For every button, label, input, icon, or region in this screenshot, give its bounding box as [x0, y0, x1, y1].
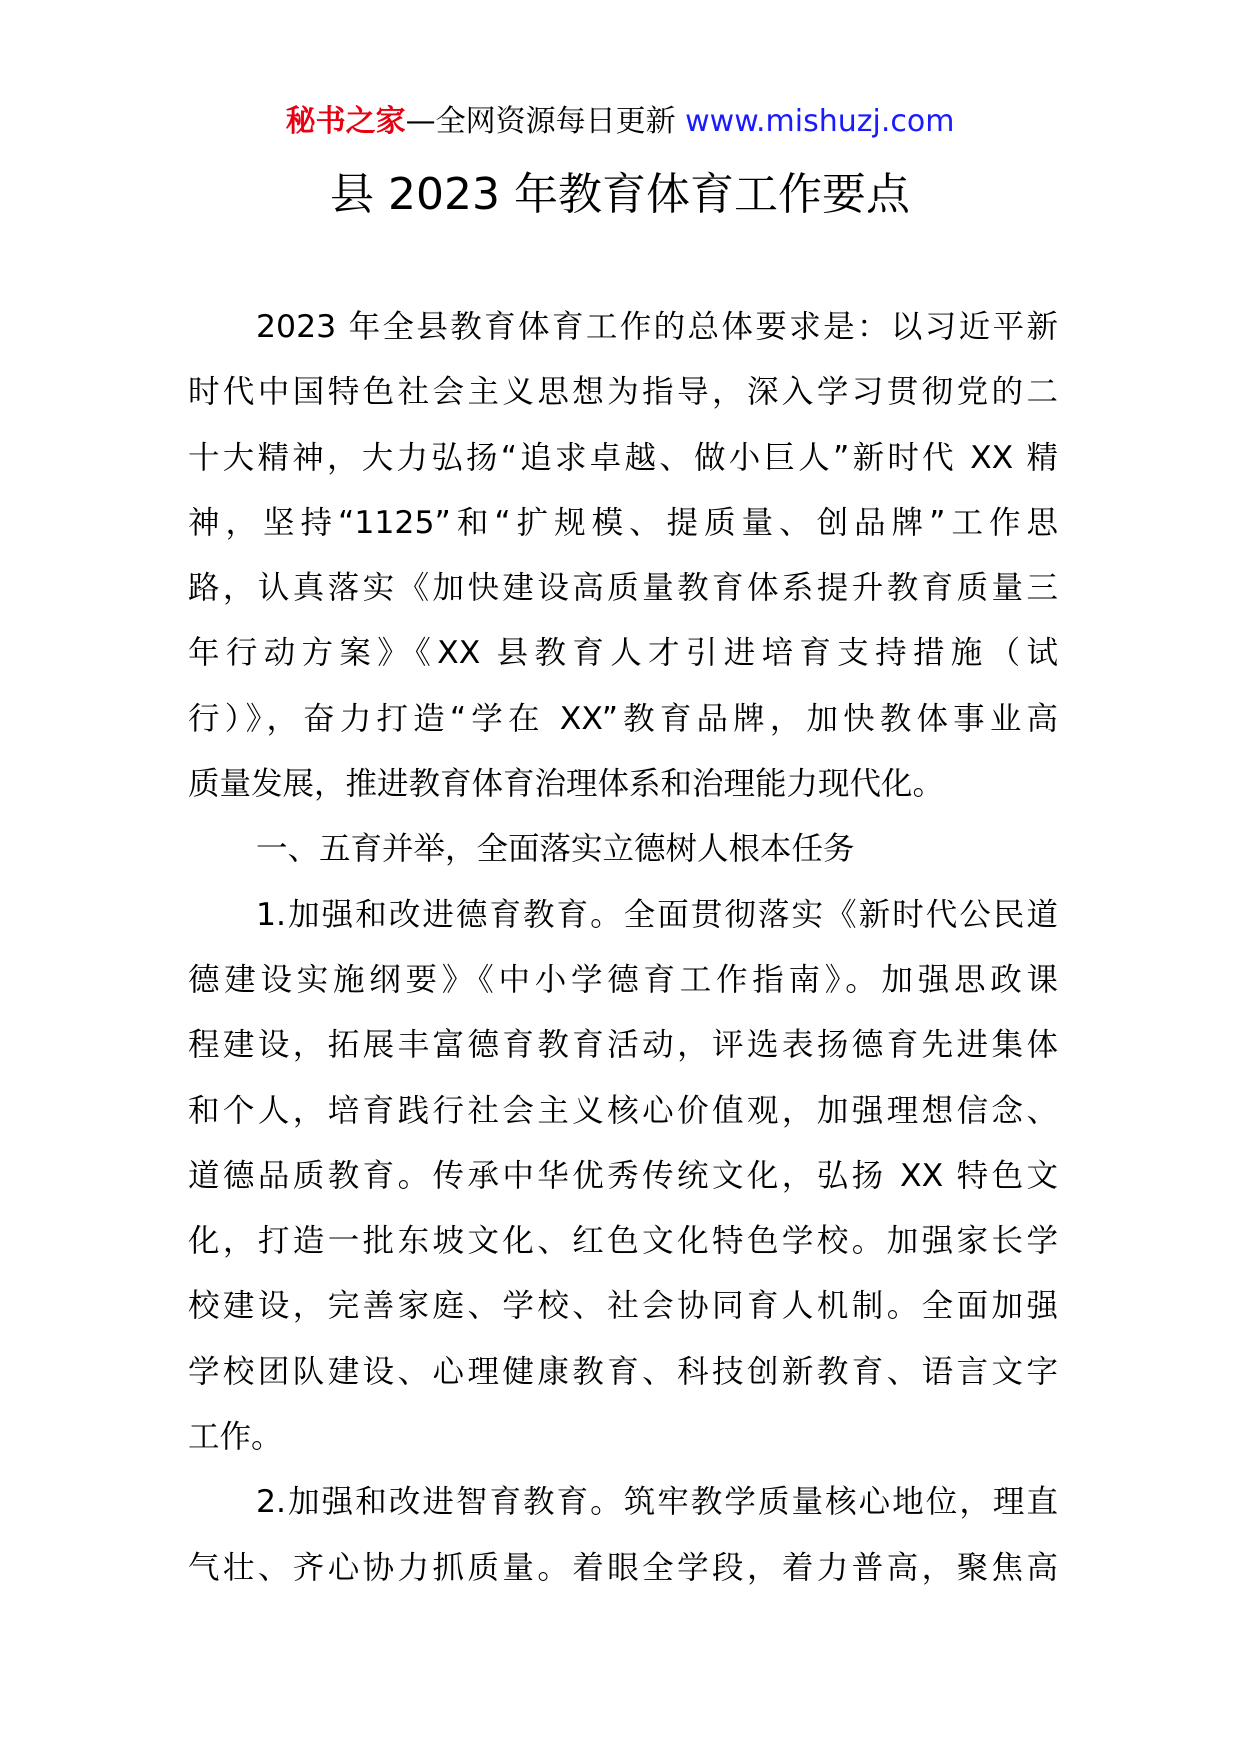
- paragraph-line: 年行动方案》《XX 县教育人才引进培育支持措施（试: [188, 635, 1058, 672]
- paragraph-line: 1.加强和改进德育教育。全面贯彻落实《新时代公民道: [256, 896, 1058, 933]
- paragraph-line: 2023 年全县教育体育工作的总体要求是：以习近平新: [256, 309, 1058, 345]
- document-title: 县 2023 年教育体育工作要点: [330, 169, 910, 220]
- paragraph-line: 质量发展，推进教育体育治理体系和治理能力现代化。: [188, 766, 945, 803]
- paragraph-line: 程建设，拓展丰富德育教育活动，评选表扬德育先进集体: [188, 1027, 1058, 1064]
- paragraph-line: 校建设，完善家庭、学校、社会协同育人机制。全面加强: [188, 1288, 1058, 1325]
- paragraph-line: 时代中国特色社会主义思想为指导，深入学习贯彻党的二: [188, 374, 1058, 411]
- paragraph-line: 2.加强和改进智育教育。筑牢教学质量核心地位，理直: [256, 1484, 1058, 1521]
- paragraph-line: 神，坚持“1125”和“扩规模、提质量、创品牌”工作思: [188, 504, 1058, 541]
- site-brand: 秘书之家: [285, 104, 406, 139]
- paragraph-line: 工作。: [188, 1419, 283, 1456]
- site-url-link[interactable]: www.mishuzj.com: [685, 104, 955, 139]
- section-heading: 一、五育并举，全面落实立德树人根本任务: [256, 831, 855, 868]
- paragraph-line: 化，打造一批东坡文化、红色文化特色学校。加强家长学: [188, 1223, 1058, 1260]
- paragraph-line: 学校团队建设、心理健康教育、科技创新教育、语言文字: [188, 1353, 1058, 1390]
- site-header: [0, 100, 1240, 144]
- paragraph-line: 十大精神，大力弘扬“追求卓越、做小巨人”新时代 XX 精: [188, 439, 1058, 476]
- document-body: [188, 295, 1058, 1601]
- paragraph-line: 路，认真落实《加快建设高质量教育体系提升教育质量三: [188, 570, 1058, 607]
- paragraph-line: 德建设实施纲要》《中小学德育工作指南》。加强思政课: [188, 961, 1058, 998]
- paragraph-line: 道德品质教育。传承中华优秀传统文化，弘扬 XX 特色文: [188, 1157, 1058, 1194]
- paragraph-line: 行）》，奋力打造“学在 XX”教育品牌，加快教体事业高: [188, 700, 1058, 737]
- paragraph-line: 和个人，培育践行社会主义核心价值观，加强理想信念、: [188, 1092, 1058, 1129]
- paragraph-line: 气壮、齐心协力抓质量。着眼全学段，着力普高，聚焦高: [188, 1549, 1058, 1586]
- site-tagline: —全网资源每日更新: [405, 104, 686, 139]
